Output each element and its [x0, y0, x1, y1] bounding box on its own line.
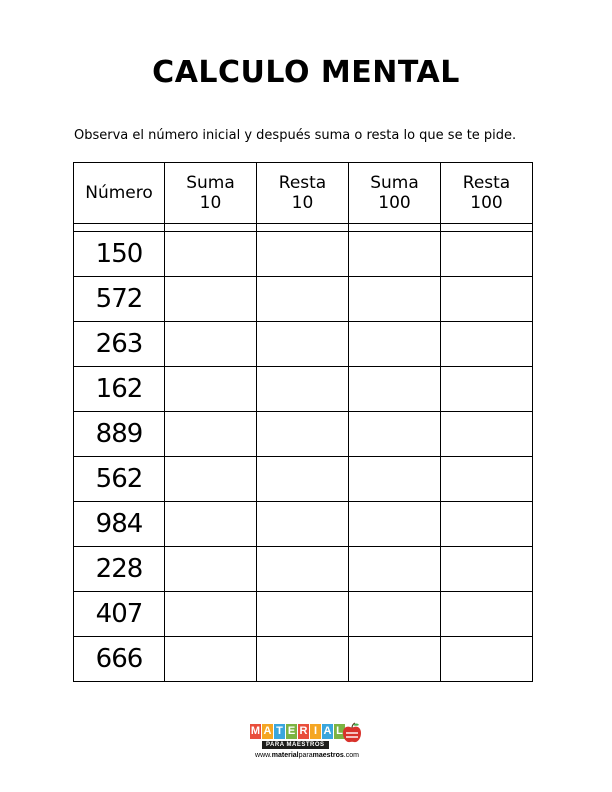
- start-number-cell: 562: [74, 457, 165, 502]
- answer-cell-resta-100[interactable]: [441, 412, 533, 457]
- logo-letter: I: [310, 724, 321, 739]
- page-title: CALCULO MENTAL: [152, 55, 460, 90]
- answer-cell-suma-10[interactable]: [165, 637, 257, 682]
- logo-letter: L: [334, 724, 345, 739]
- worksheet-table: [73, 162, 533, 682]
- table-row: [74, 277, 533, 322]
- answer-cell-suma-100[interactable]: [349, 322, 441, 367]
- answer-cell-suma-10[interactable]: [165, 457, 257, 502]
- logo-url: [248, 752, 366, 759]
- logo-url-material: material: [271, 752, 299, 759]
- answer-cell-resta-10[interactable]: [257, 232, 349, 277]
- logo-subtitle: PARA MAESTROS: [262, 741, 329, 749]
- header-suma-100-op: Suma: [370, 173, 419, 193]
- header-resta-10-op: Resta: [278, 173, 327, 193]
- answer-cell-resta-100[interactable]: [441, 277, 533, 322]
- answer-cell-resta-100[interactable]: [441, 592, 533, 637]
- start-number-cell: 666: [74, 637, 165, 682]
- answer-cell-resta-10[interactable]: [257, 592, 349, 637]
- answer-cell-resta-10[interactable]: [257, 502, 349, 547]
- table-row: [74, 592, 533, 637]
- table-row: [74, 412, 533, 457]
- apple-icon: [342, 722, 362, 744]
- logo-url-www: www.: [255, 752, 272, 759]
- answer-cell-resta-100[interactable]: [441, 232, 533, 277]
- table-row: [74, 457, 533, 502]
- header-row: [74, 163, 533, 224]
- answer-cell-resta-100[interactable]: [441, 322, 533, 367]
- header-suma-100: [349, 163, 441, 224]
- answer-cell-suma-10[interactable]: [165, 277, 257, 322]
- logo-letter: T: [274, 724, 285, 739]
- logo-url-maestros: maestros: [312, 752, 344, 759]
- answer-cell-suma-10[interactable]: [165, 412, 257, 457]
- answer-cell-suma-100[interactable]: [349, 232, 441, 277]
- answer-cell-suma-100[interactable]: [349, 547, 441, 592]
- header-numero-label: Número: [85, 183, 153, 203]
- header-resta-100-amount: 100: [470, 193, 503, 213]
- start-number-cell: 984: [74, 502, 165, 547]
- logo-letter: R: [299, 725, 308, 737]
- start-number-cell: 150: [74, 232, 165, 277]
- material-para-maestros-logo: [248, 720, 366, 764]
- table-row: [74, 637, 533, 682]
- answer-cell-resta-100[interactable]: [441, 637, 533, 682]
- logo-letter: E: [287, 725, 296, 737]
- start-number-cell: 162: [74, 367, 165, 412]
- answer-cell-resta-100[interactable]: [441, 457, 533, 502]
- logo-url-com: .com: [343, 752, 359, 759]
- start-number-cell: 263: [74, 322, 165, 367]
- table-row: [74, 232, 533, 277]
- table-row: [74, 547, 533, 592]
- answer-cell-resta-10[interactable]: [257, 637, 349, 682]
- table-row: [74, 367, 533, 412]
- header-resta-10: [257, 163, 349, 224]
- header-numero: [74, 163, 165, 224]
- answer-cell-suma-100[interactable]: [349, 592, 441, 637]
- table-row: [74, 502, 533, 547]
- logo-letter: M: [250, 725, 261, 737]
- answer-cell-resta-100[interactable]: [441, 547, 533, 592]
- header-resta-100: [441, 163, 533, 224]
- answer-cell-suma-100[interactable]: [349, 637, 441, 682]
- header-gap: [74, 224, 533, 232]
- answer-cell-suma-100[interactable]: [349, 367, 441, 412]
- start-number-cell: 228: [74, 547, 165, 592]
- logo-letter: A: [323, 725, 332, 737]
- header-suma-10-amount: 10: [199, 193, 222, 213]
- header-resta-100-op: Resta: [462, 173, 511, 193]
- answer-cell-suma-10[interactable]: [165, 232, 257, 277]
- header-suma-100-amount: 100: [378, 193, 411, 213]
- answer-cell-suma-10[interactable]: [165, 547, 257, 592]
- answer-cell-suma-10[interactable]: [165, 502, 257, 547]
- header-suma-10-op: Suma: [186, 173, 235, 193]
- answer-cell-suma-100[interactable]: [349, 502, 441, 547]
- start-number-cell: 889: [74, 412, 165, 457]
- answer-cell-suma-10[interactable]: [165, 592, 257, 637]
- header-resta-10-amount: 10: [291, 193, 314, 213]
- answer-cell-suma-100[interactable]: [349, 457, 441, 502]
- answer-cell-resta-10[interactable]: [257, 457, 349, 502]
- start-number-cell: 572: [74, 277, 165, 322]
- start-number-cell: 407: [74, 592, 165, 637]
- answer-cell-resta-100[interactable]: [441, 502, 533, 547]
- logo-letter: A: [263, 725, 272, 737]
- answer-cell-suma-100[interactable]: [349, 412, 441, 457]
- answer-cell-resta-10[interactable]: [257, 322, 349, 367]
- answer-cell-suma-10[interactable]: [165, 367, 257, 412]
- answer-cell-resta-10[interactable]: [257, 277, 349, 322]
- logo-wordmark: [250, 724, 345, 739]
- logo-url-para: para: [298, 752, 313, 759]
- answer-cell-resta-10[interactable]: [257, 412, 349, 457]
- instructions-text: Observa el número inicial y después suma o resta lo que se te pide.: [74, 128, 517, 143]
- answer-cell-resta-10[interactable]: [257, 367, 349, 412]
- answer-cell-suma-10[interactable]: [165, 322, 257, 367]
- table-row: [74, 322, 533, 367]
- answer-cell-resta-10[interactable]: [257, 547, 349, 592]
- answer-cell-suma-100[interactable]: [349, 277, 441, 322]
- answer-cell-resta-100[interactable]: [441, 367, 533, 412]
- header-suma-10: [165, 163, 257, 224]
